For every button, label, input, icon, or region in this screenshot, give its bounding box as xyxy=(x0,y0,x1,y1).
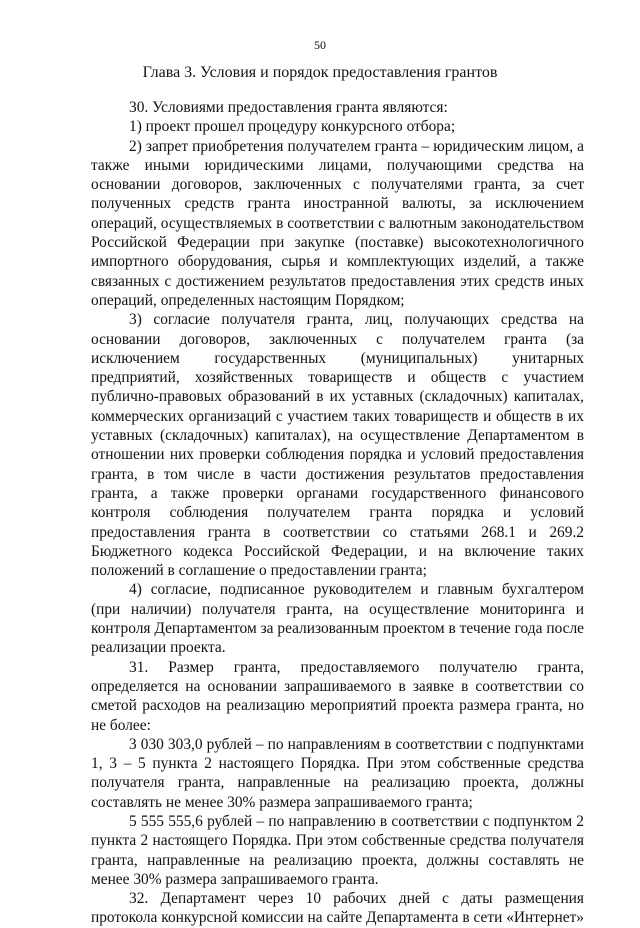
paragraph-31-amount-2: 5 555 555,6 рублей – по направлению в соответствии с подпунктом 2 пункта 2 настоящего Порядка. При этом собственные средства получателя гранта, направленные на реализацию проекта, должны составлять не менее 30% размера запрашиваемого гранта. xyxy=(91,812,584,888)
paragraph-30-1: 1) проект прошел процедуру конкурсного отбора; xyxy=(129,118,456,136)
paragraph-30-3: 3) согласие получателя гранта, лиц, получающих средства на основании договоров, заключенных с получателем гранта (за исключением государственных (муниципальных) унитарных предприятий, хозяйственных товариществ и обществ с участием публично-правовых образований в их уставных (складочных) капиталах, коммерческих организаций с участием таких товариществ и обществ в их уставных (складочных) капиталах), на осуществление Департаментом в отношении них проверки соблюдения порядка и условий предоставления гранта, в том числе в части достижения результатов предоставления гранта, а также проверки органами государственного финансового контроля соблюдения получателем гранта порядка и условий предоставления гранта в соответствии со статьями 268.1 и 269.2 Бюджетного кодекса Российской Федерации, и на включение таких положений в соглашение о предоставлении гранта; xyxy=(91,311,584,580)
paragraph-30-2: 2) запрет приобретения получателем гранта – юридическим лицом, а также иными юридическими лицами, получающими средства на основании договоров, заключенных с получателями гранта, за счет полученных средств гранта иностранной валюты, за исключением операций, осуществляемых в соответствии с валютным законодательством Российской Федерации при закупке (поставке) высокотехнологичного импортного оборудования, сырья и комплектующих изделий, а также связанных с достижением результатов предоставления этих средств иных операций, определенных настоящим Порядком; xyxy=(91,137,584,309)
paragraph-30: 30. Условиями предоставления гранта являются: xyxy=(129,99,448,116)
page-number: 50 xyxy=(314,38,326,52)
paragraph-30-4: 4) согласие, подписанное руководителем и главным бухгалтером (при наличии) получателя гранта, на осуществление мониторинга и контроля Департаментом за реализованным проектом в течение года после реализации проекта. xyxy=(91,581,584,657)
paragraph-31-amount-1: 3 030 303,0 рублей – по направлениям в соответствии с подпунктами 1, 3 – 5 пункта 2 настоящего Порядка. При этом собственные средства получателя гранта, направленные на реализацию проекта, должны составлять не менее 30% размера запрашиваемого гранта; xyxy=(91,735,584,811)
chapter-title: Глава 3. Условия и порядок предоставления грантов xyxy=(142,64,498,81)
body-text xyxy=(91,98,584,928)
paragraph-32: 32. Департамент через 10 рабочих дней с даты размещения протокола конкурсной комиссии на сайте Департамента в сети «Интернет» xyxy=(91,890,584,927)
paragraph-31: 31. Размер гранта, предоставляемого получателю гранта, определяется на основании запрашиваемого в заявке в соответствии со сметой расходов на реализацию мероприятий проекта размера гранта, но не более: xyxy=(91,658,584,734)
